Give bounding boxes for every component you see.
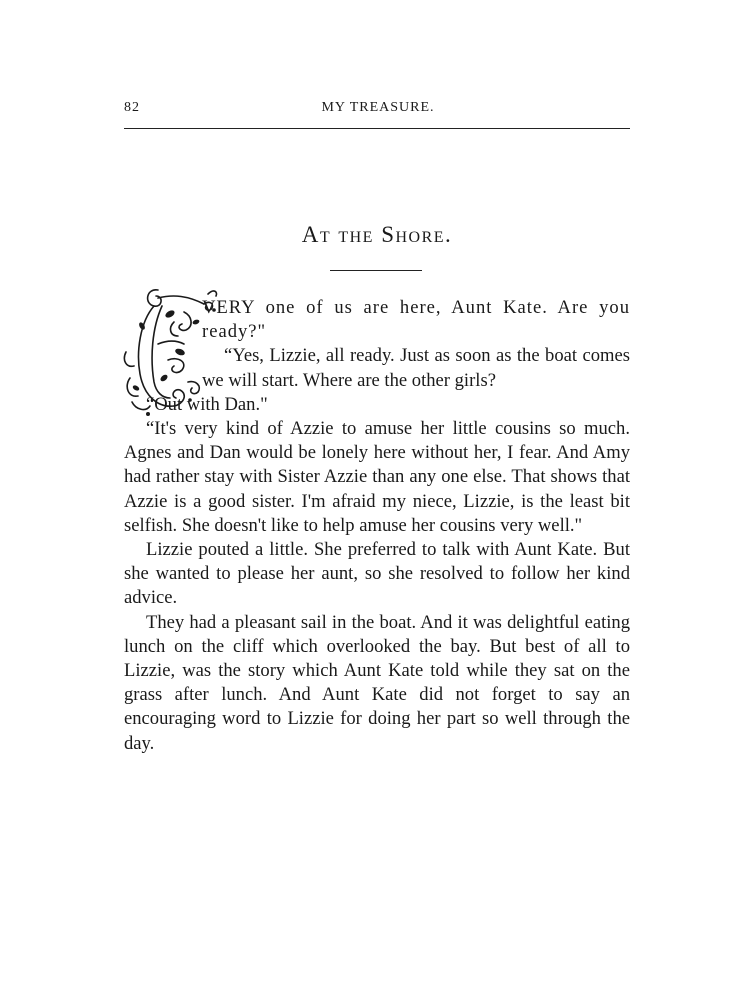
paragraph-4: “It's very kind of Azzie to amuse her little cousins so much. Agnes and Dan would be lonely here without her, I fear. And Amy had rather stay with Sister Azzie than any one else. That shows that Azzie is a good sister. I'm afraid my niece, Lizzie, is the least bit selfish. She doesn't like to help amuse her cousins very well." (124, 418, 630, 536)
page-number: 82 (124, 100, 140, 115)
chapter-title: At the Shore. (301, 222, 453, 247)
paragraph-5: Lizzie pouted a little. She preferred to talk with Aunt Kate. But she wanted to please her aunt, so she resolved to follow her kind advice. (124, 539, 630, 609)
paragraph-1 (124, 296, 630, 344)
running-head (124, 100, 630, 120)
paragraph-1-text: VERY one of us are here, Aunt Kate. Are you ready?" (202, 297, 630, 343)
header-rule (124, 128, 630, 129)
running-title: MY TREASURE. (321, 100, 435, 115)
paragraph-3: “Out with Dan." (146, 393, 268, 415)
chapter-body (124, 296, 630, 756)
title-rule (330, 270, 422, 271)
paragraph-2: “Yes, Lizzie, all ready. Just as soon as the boat comes we will start. Where are the other girls? (202, 345, 630, 391)
paragraph-6: They had a pleasant sail in the boat. And it was delightful eating lunch on the cliff which overlooked the bay. But best of all to Lizzie, was the story which Aunt Kate told while they sat on the grass after lunch. And Aunt Kate did not forget to say an encouraging word to Lizzie for doing her part so well through the day. (124, 611, 630, 754)
